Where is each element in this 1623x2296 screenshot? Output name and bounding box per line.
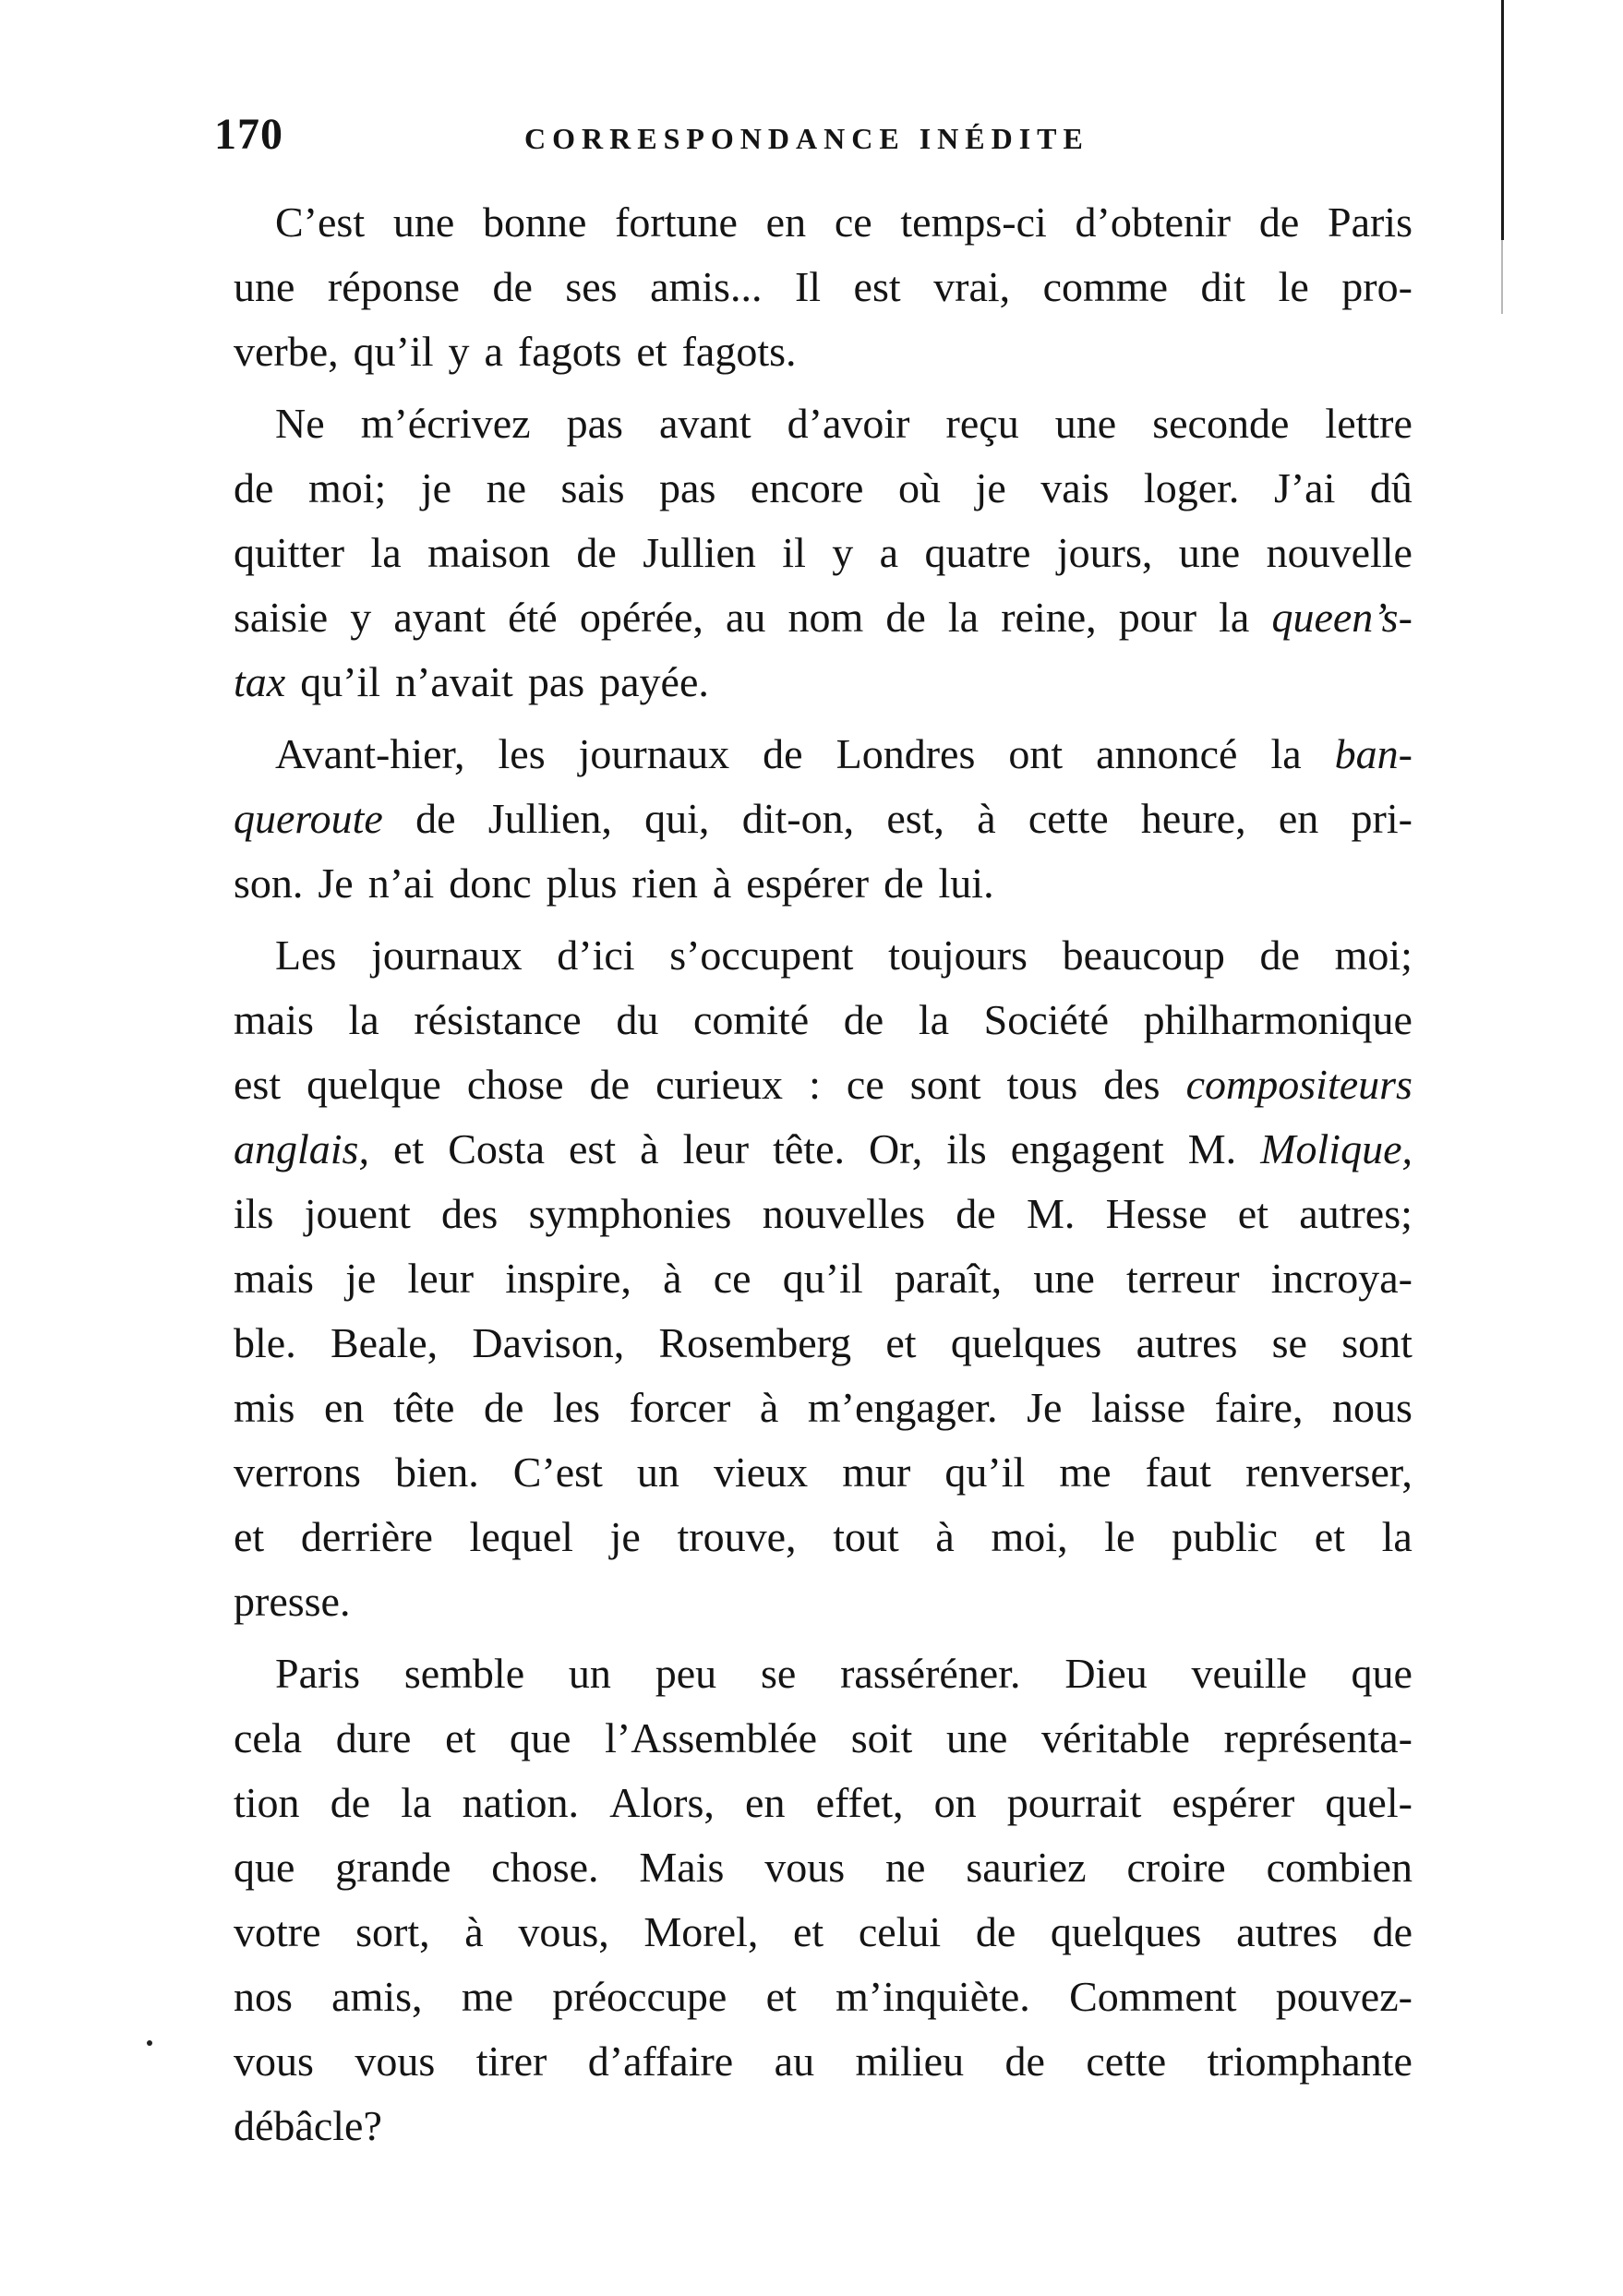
- text-line: ils jouent des symphonies nouvelles de M. Hesse et autres;: [234, 1190, 1413, 1237]
- text-line: queroute de Jullien, qui, dit-on, est, à cette heure, en pri-: [234, 795, 1413, 842]
- text-line: verbe, qu’il y a fagots et fagots.: [234, 328, 797, 375]
- text-line: tax qu’il n’avait pas payée.: [234, 658, 709, 705]
- text-line: Avant-hier, les journaux de Londres ont annoncé la ban-: [275, 730, 1413, 777]
- text-line: une réponse de ses amis... Il est vrai, comme dit le pro-: [234, 263, 1413, 310]
- text-line: cela dure et que l’Assemblée soit une véritable représenta-: [234, 1714, 1413, 1761]
- text-line: débâcle?: [234, 2102, 382, 2149]
- text-line: C’est une bonne fortune en ce temps-ci d’obtenir de Paris: [275, 198, 1413, 246]
- text-line: vous vous tirer d’affaire au milieu de cette triomphante: [234, 2038, 1413, 2085]
- body-text: [234, 190, 1413, 2158]
- text-line: nos amis, me préoccupe et m’inquiète. Comment pouvez-: [234, 1973, 1413, 2020]
- text-line: mais je leur inspire, à ce qu’il paraît, une terreur incroya-: [234, 1255, 1413, 1302]
- page-header: [214, 109, 1414, 174]
- margin-rule-faint: [1501, 240, 1503, 314]
- text-line: Paris semble un peu se rasséréner. Dieu veuille que: [275, 1650, 1413, 1697]
- text-line: presse.: [234, 1578, 351, 1625]
- margin-rule: [1501, 0, 1504, 240]
- text-line: de moi; je ne sais pas encore où je vais loger. J’ai dû: [234, 464, 1413, 511]
- text-line: est quelque chose de curieux : ce sont tous des compositeurs: [234, 1061, 1413, 1108]
- text-line: tion de la nation. Alors, en effet, on pourrait espérer quel-: [234, 1779, 1413, 1826]
- text-line: verrons bien. C’est un vieux mur qu’il me faut renverser,: [234, 1449, 1413, 1496]
- text-line: que grande chose. Mais vous ne sauriez croire combien: [234, 1844, 1413, 1891]
- text-line: mais la résistance du comité de la Société philharmonique: [234, 996, 1413, 1043]
- text-line: mis en tête de les forcer à m’engager. Je laisse faire, nous: [234, 1384, 1413, 1431]
- text-line: Ne m’écrivez pas avant d’avoir reçu une seconde lettre: [275, 400, 1413, 447]
- text-line: son. Je n’ai donc plus rien à espérer de lui.: [234, 859, 994, 907]
- text-line: anglais, et Costa est à leur tête. Or, ils engagent M. Molique,: [234, 1125, 1413, 1172]
- text-line: ble. Beale, Davison, Rosemberg et quelques autres se sont: [234, 1319, 1413, 1366]
- stray-ink-mark: [147, 2040, 152, 2046]
- running-title: CORRESPONDANCE INÉDITE: [524, 122, 1089, 155]
- text-line: quitter la maison de Jullien il y a quatre jours, une nouvelle: [234, 529, 1413, 576]
- text-line: votre sort, à vous, Morel, et celui de quelques autres de: [234, 1908, 1413, 1955]
- text-line: Les journaux d’ici s’occupent toujours beaucoup de moi;: [275, 932, 1413, 979]
- text-line: saisie y ayant été opérée, au nom de la reine, pour la queen’s-: [234, 594, 1413, 641]
- page-number: 170: [214, 110, 283, 159]
- text-line: et derrière lequel je trouve, tout à moi, le public et la: [234, 1513, 1413, 1560]
